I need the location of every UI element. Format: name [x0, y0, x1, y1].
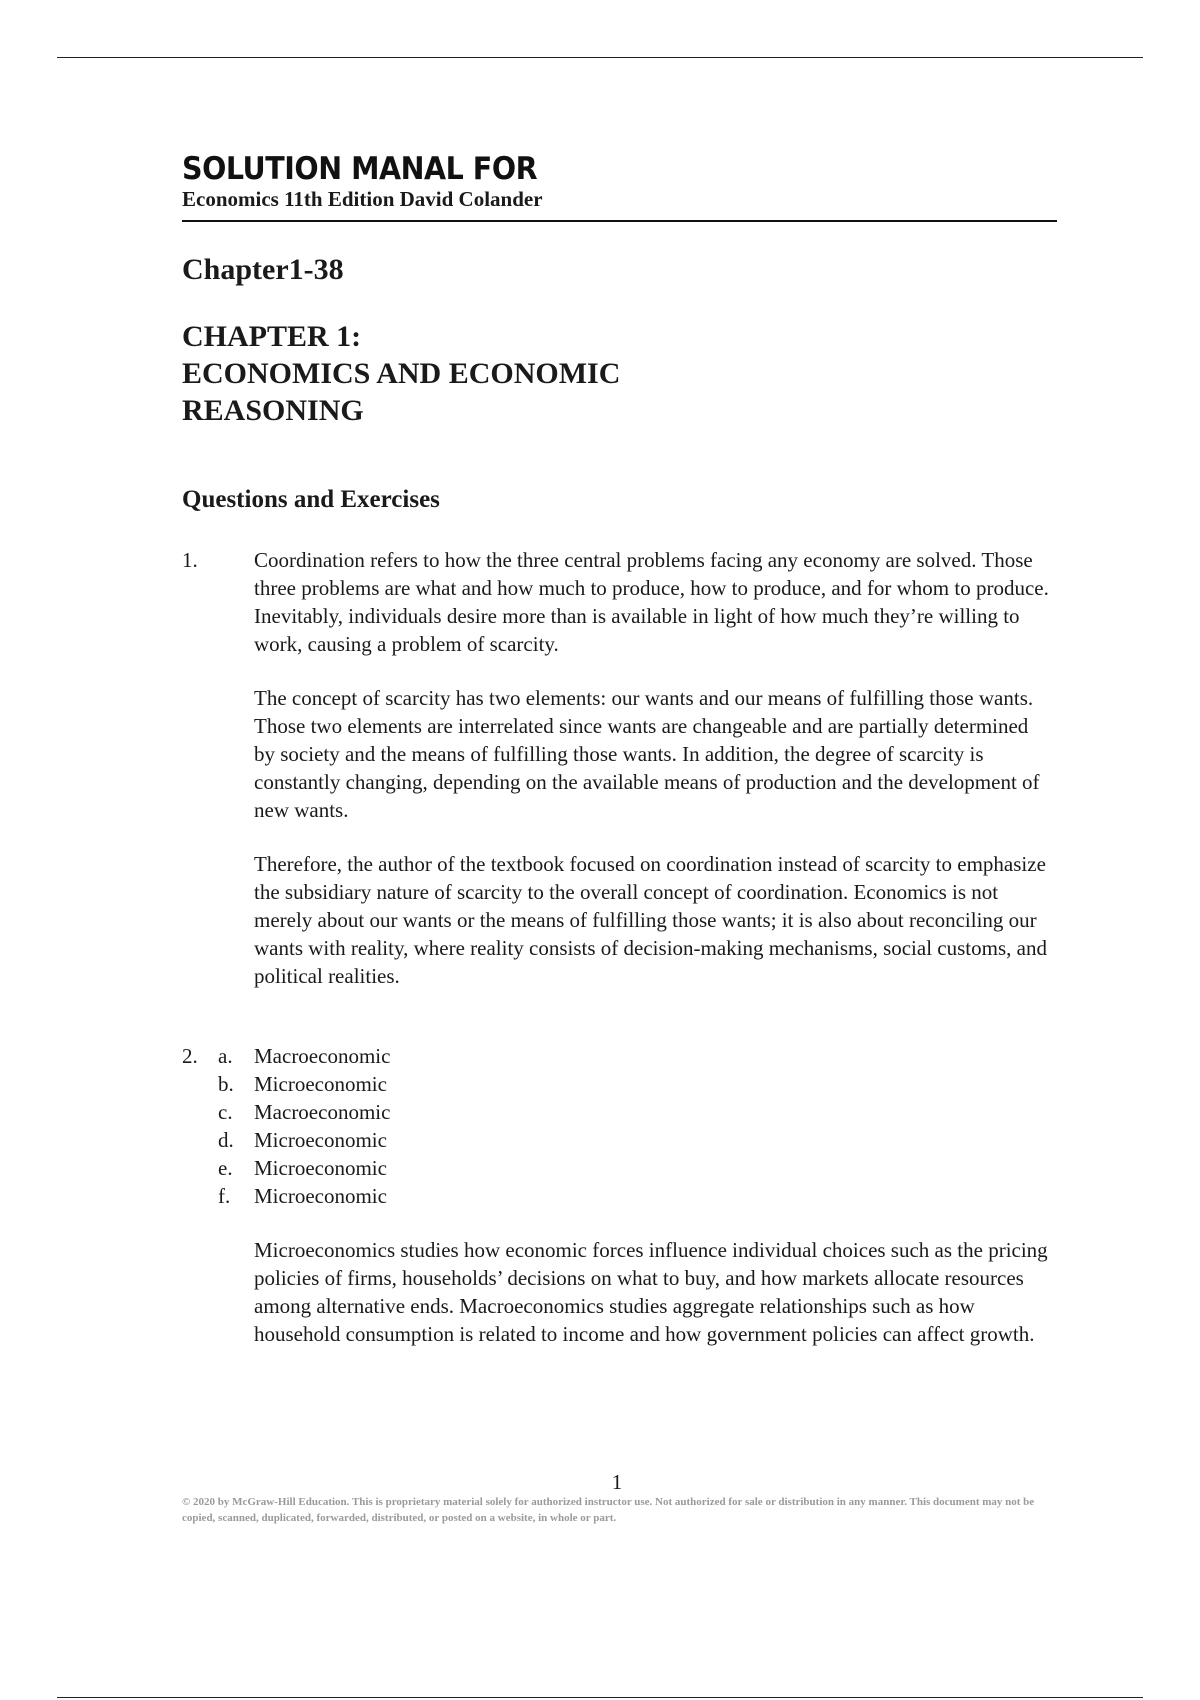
item-letter: b.	[218, 1072, 234, 1096]
item-answer: Macroeconomic	[254, 1100, 391, 1124]
answer-paragraph: Coordination refers to how the three central problems facing any economy are solved. Those three problems are what and how much to produce, how to produce, and for whom to produce. Inevitably, individuals desire more than is available in light of how much they’re willing to work, causing a problem of scarcity.	[254, 548, 1049, 656]
item-letter: d.	[218, 1128, 234, 1152]
chapter-heading-line: ECONOMICS AND ECONOMIC	[182, 357, 621, 390]
item-letter: a.	[218, 1044, 233, 1068]
book-subtitle: Economics 11th Edition David Colander	[182, 187, 543, 211]
copyright-notice: © 2020 by McGraw-Hill Education. This is proprietary material solely for authorized instructor use. Not authorized for sale or distribution in any manner. This document may not be copied, scanned, duplicated, forwarded, distributed, or posted on a website, in whole or part.	[182, 1496, 1035, 1524]
question-2	[182, 1042, 1057, 1348]
page-number: 1	[611, 1470, 623, 1494]
document-page	[182, 150, 1057, 1348]
list-item	[182, 1042, 1057, 1070]
list-item	[182, 1070, 1057, 1098]
item-answer: Microeconomic	[254, 1184, 387, 1208]
item-answer: Microeconomic	[254, 1072, 387, 1096]
list-item	[182, 1154, 1057, 1182]
top-divider	[57, 57, 1143, 58]
question-number: 2.	[182, 1044, 198, 1068]
answer-paragraph: The concept of scarcity has two elements: our wants and our means of fulfilling those wants. Those two elements are interrelated since wants are changeable and are partially determined by society and the means of fulfilling those wants. In addition, the degree of scarcity is constantly changing, depending on the available means of production and the development of new wants.	[254, 686, 1040, 822]
list-item	[182, 1182, 1057, 1210]
question-1	[182, 546, 1057, 990]
item-answer: Microeconomic	[254, 1156, 387, 1180]
header-divider	[182, 220, 1057, 222]
list-item	[182, 1098, 1057, 1126]
question-number: 1.	[182, 548, 198, 572]
chapter-heading	[182, 318, 1057, 429]
item-answer: Microeconomic	[254, 1128, 387, 1152]
chapter-range: Chapter1-38	[182, 253, 344, 286]
item-answer: Macroeconomic	[254, 1044, 391, 1068]
bottom-divider	[57, 1697, 1143, 1698]
chapter-heading-line: REASONING	[182, 394, 364, 427]
list-item	[182, 1126, 1057, 1154]
question-1-answer	[254, 546, 1054, 990]
section-heading: Questions and Exercises	[182, 486, 440, 513]
manual-title: SOLUTION MANAL FOR	[182, 151, 538, 187]
chapter-heading-line: CHAPTER 1:	[182, 320, 362, 353]
answer-paragraph: Microeconomics studies how economic forces influence individual choices such as the pricing policies of firms, households’ decisions on what to buy, and how markets allocate resources among alternative ends. Macroeconomics studies aggregate relationships such as how household consumption is related to income and how government policies can affect growth.	[254, 1238, 1048, 1346]
answer-paragraph: Therefore, the author of the textbook focused on coordination instead of scarcity to emphasize the subsidiary nature of scarcity to the overall concept of coordination. Economics is not merely about our wants or the means of fulfilling those wants; it is also about reconciling our wants with reality, where reality consists of decision-making mechanisms, social customs, and political realities.	[254, 852, 1047, 988]
item-letter: e.	[218, 1156, 233, 1180]
item-letter: f.	[218, 1184, 231, 1208]
item-letter: c.	[218, 1100, 233, 1124]
